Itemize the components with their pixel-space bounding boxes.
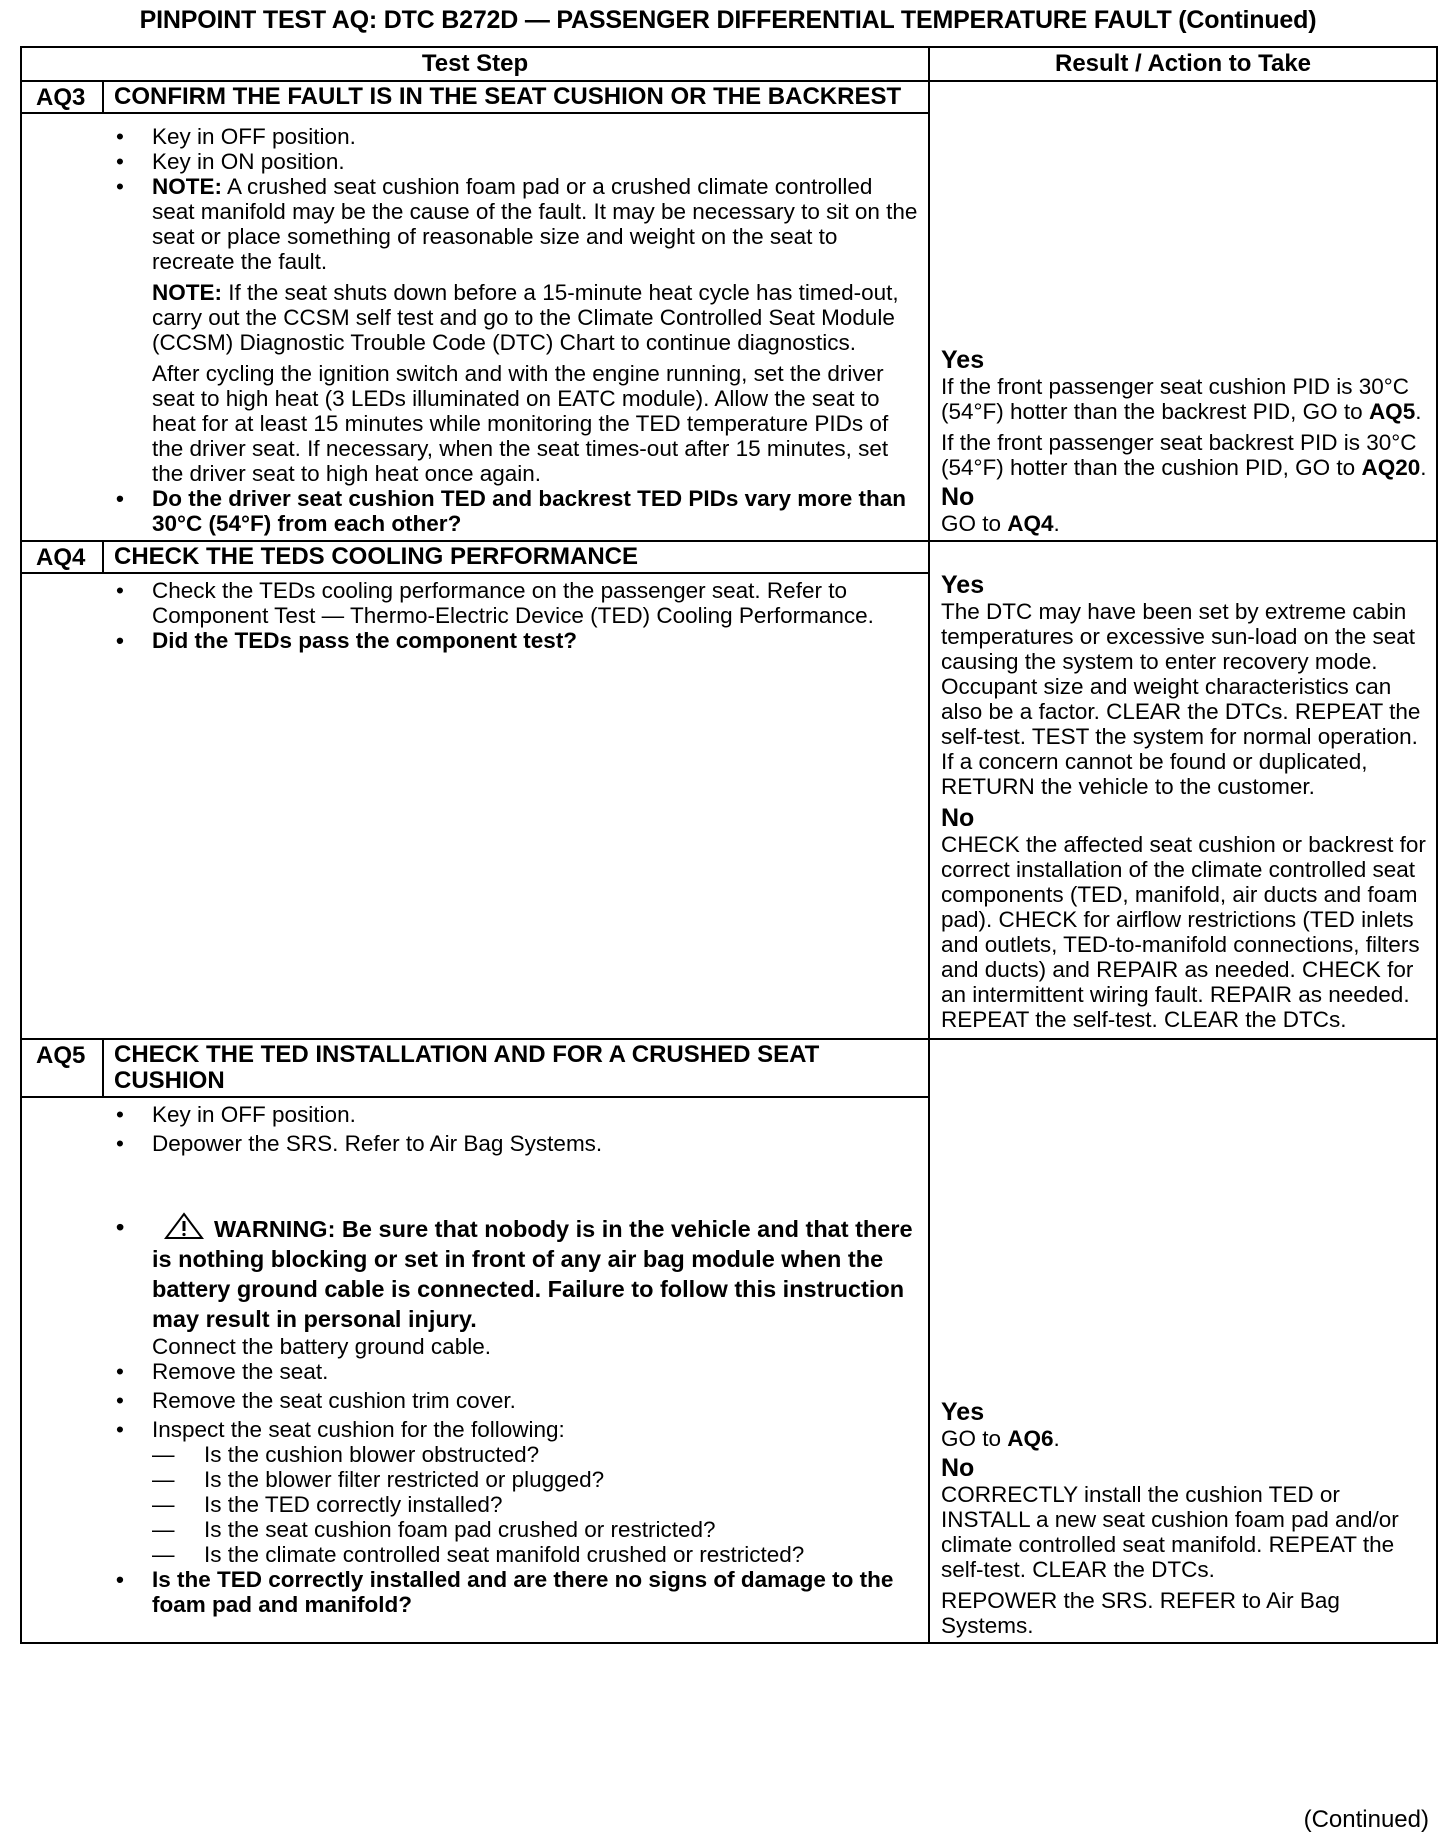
result-text: The DTC may have been set by extreme cabin temperatures or excessive sun-load on the seat causing the system to enter recovery mode. Occupant size and weight characteristics can also be a factor. CLEAR the DTCs. REPEAT the self-test. TEST the system for normal operation. If a concern cannot be found or duplicated, RETURN the vehicle to the customer. — [941, 599, 1421, 799]
step-header — [22, 542, 928, 574]
header-result: Result / Action to Take — [929, 47, 1437, 81]
list-item: • Inspect the seat cushion for the following: — [152, 1417, 920, 1442]
step-header — [22, 1040, 928, 1098]
step-cell — [21, 1039, 929, 1643]
step-cell — [21, 81, 929, 541]
step-title: CHECK THE TEDS COOLING PERFORMANCE — [114, 543, 639, 570]
check-item: — Is the climate controlled seat manifold crushed or restricted? — [152, 1542, 920, 1567]
goto-link[interactable]: AQ4 — [1007, 511, 1054, 536]
result-text: REPOWER the SRS. REFER to Air Bag Systems. — [941, 1588, 1340, 1638]
step-question: • Did the TEDs pass the component test? — [152, 628, 920, 653]
table-row — [21, 1039, 1437, 1643]
note-label: NOTE: — [152, 174, 222, 199]
warning-text: WARNING: Be sure that nobody is in the vehicle and that there is nothing blocking or set in front of any air bag module when the battery ground cable is connected. Failure to follow this instruction may result in personal injury. — [152, 1216, 913, 1332]
list-item: After cycling the ignition switch and with the engine running, set the driver seat to high heat (3 LEDs illuminated on EATC module). Allow the seat to heat for at least 15 minutes while monitoring the TED temperature PIDs of the driver seat. If necessary, when the seat times-out after 15 minutes, set the driver seat to high heat once again. — [152, 361, 889, 486]
list-item — [152, 280, 920, 355]
note-text: A crushed seat cushion foam pad or a crushed climate controlled seat manifold may be the cause of the fault. It may be necessary to sit on the seat or place something of reasonable size and weight on the seat to recreate the fault. — [152, 174, 918, 274]
step-instructions — [22, 1098, 928, 1621]
step-title: CHECK THE TED INSTALLATION AND FOR A CRUSHED SEAT CUSHION — [114, 1041, 820, 1094]
result-text: CHECK the affected seat cushion or backrest for correct installation of the climate controlled seat components (TED, manifold, air ducts and foam pad). CHECK for airflow restrictions (TED inlets and outlets, TED-to-manifold connections, filters and ducts) and REPAIR as needed. CHECK for an intermittent wiring fault. REPAIR as needed. REPEAT the self-test. CLEAR the DTCs. — [941, 832, 1426, 1032]
list-item: • Key in OFF position. — [152, 1102, 920, 1127]
result-text: GO to AQ6. — [941, 1426, 1060, 1451]
result-text: If the front passenger seat backrest PID is 30°C (54°F) hotter than the cushion PID, GO to AQ20. — [941, 430, 1427, 480]
warning-triangle-icon — [162, 1212, 206, 1240]
result-cell — [929, 81, 1437, 541]
yes-label: Yes — [941, 346, 985, 374]
result-cell — [929, 1039, 1437, 1643]
warning-item — [152, 1212, 920, 1334]
result-text-span: If the front passenger seat cushion PID is 30°C (54°F) hotter than the backrest PID, GO to — [941, 374, 1409, 424]
note-text: If the seat shuts down before a 15-minute heat cycle has timed-out, carry out the CCSM self test and go to the Climate Controlled Seat Module (CCSM) Diagnostic Trouble Code (DTC) Chart to continue diagnostics. — [152, 280, 899, 355]
step-id: AQ5 — [22, 1040, 104, 1096]
result-text: CORRECTLY install the cushion TED or INSTALL a new seat cushion foam pad and/or climate controlled seat manifold. REPEAT the self-test. CLEAR the DTCs. — [941, 1482, 1399, 1582]
table-row — [21, 81, 1437, 541]
list-item — [152, 174, 920, 274]
list-item: • Remove the seat cushion trim cover. — [152, 1388, 920, 1413]
goto-link[interactable]: AQ6 — [1007, 1426, 1054, 1451]
result-text: If the front passenger seat cushion PID is 30°C (54°F) hotter than the backrest PID, GO to AQ5. — [941, 374, 1422, 424]
result-text-span: If the front passenger seat backrest PID is 30°C (54°F) hotter than the cushion PID, GO to — [941, 430, 1417, 480]
step-question: • Do the driver seat cushion TED and backrest TED PIDs vary more than 30°C (54°F) from each other? — [152, 486, 920, 536]
note-label: NOTE: — [152, 280, 222, 305]
result-text: GO to AQ4. — [941, 511, 1060, 536]
list-item: • Depower the SRS. Refer to Air Bag Systems. — [152, 1131, 920, 1156]
continued-label: (Continued) — [1303, 1806, 1429, 1833]
header-test-step: Test Step — [21, 47, 929, 81]
step-id: AQ3 — [22, 82, 104, 112]
step-question: • Is the TED correctly installed and are there no signs of damage to the foam pad and manifold? — [152, 1567, 920, 1617]
no-label: No — [941, 804, 975, 832]
goto-link[interactable]: AQ20 — [1361, 455, 1421, 480]
table-row — [21, 541, 1437, 1039]
step-title: CONFIRM THE FAULT IS IN THE SEAT CUSHION OR THE BACKREST — [114, 83, 902, 110]
no-label: No — [941, 1454, 975, 1482]
yes-label: Yes — [941, 571, 985, 599]
step-id: AQ4 — [22, 542, 104, 572]
list-item: Connect the battery ground cable. — [152, 1334, 491, 1359]
result-block — [930, 347, 1436, 540]
list-item: • Remove the seat. — [152, 1359, 920, 1384]
check-item: — Is the blower filter restricted or plugged? — [152, 1467, 920, 1492]
step-cell — [21, 541, 929, 1039]
step-instructions — [22, 114, 928, 540]
check-item: — Is the seat cushion foam pad crushed or restricted? — [152, 1517, 920, 1542]
goto-link[interactable]: AQ5 — [1368, 399, 1416, 424]
list-item: • Check the TEDs cooling performance on the passenger seat. Refer to Component Test — Thermo-Electric Device (TED) Cooling Performance. — [152, 578, 920, 628]
no-label: No — [941, 483, 975, 511]
result-cell — [929, 541, 1437, 1039]
result-text-span: GO to — [941, 1426, 1008, 1451]
step-instructions — [22, 574, 928, 657]
table-header-row — [21, 47, 1437, 81]
result-block — [930, 542, 1436, 1036]
step-header — [22, 82, 928, 114]
list-item: • Key in ON position. — [152, 149, 920, 174]
pinpoint-test-table — [20, 46, 1438, 1644]
list-item: • Key in OFF position. — [152, 124, 920, 149]
check-item: — Is the TED correctly installed? — [152, 1492, 920, 1517]
yes-label: Yes — [941, 1398, 985, 1426]
result-block — [930, 1399, 1436, 1642]
result-text-span: GO to — [941, 511, 1008, 536]
page-title: PINPOINT TEST AQ: DTC B272D — PASSENGER DIFFERENTIAL TEMPERATURE FAULT (Continued) — [139, 6, 1317, 34]
check-item: — Is the cushion blower obstructed? — [152, 1442, 920, 1467]
